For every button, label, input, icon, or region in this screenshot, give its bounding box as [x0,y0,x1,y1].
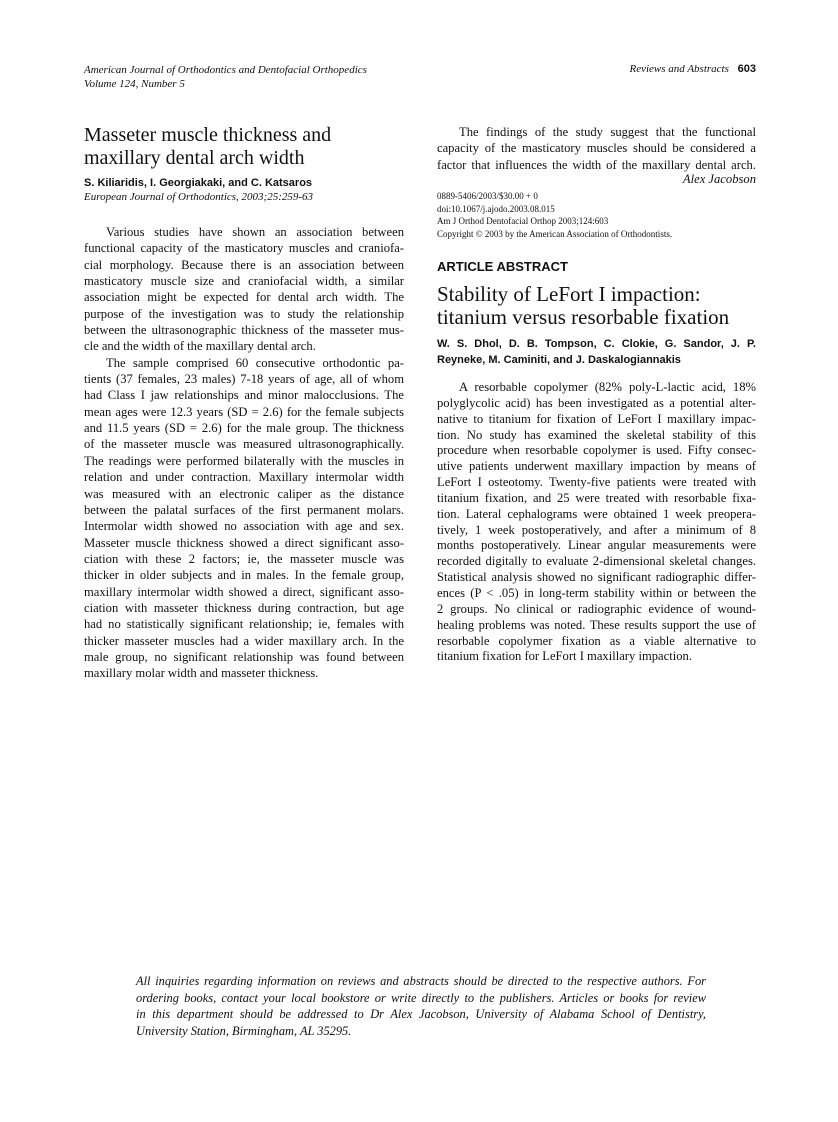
article1-title [84,124,406,170]
text-line: Various studies have shown an association between [106,225,404,239]
text-line: ences (P < .05) in long-term stability within or between the [437,585,756,600]
text-line: purpose of the investigation was to study the relationship [84,306,404,321]
text-line: had Class I jaw relationships and minor malocclusions. The [84,388,404,403]
text-line: of the masseter muscle was measured ultrasonographically. [84,437,404,452]
author-line: W. S. Dhol, D. B. Tompson, C. Clokie, G. Sandor, J. P. [437,338,756,350]
paragraph [84,355,404,682]
text-line: ordering books, contact your local bookstore or write directly to the publishers. Articles or books for review [136,990,706,1005]
text-line: tients (37 females, 23 males) 7-18 years of age, all of whom [84,372,404,387]
text-line: titanium fixation, and 25 were treated with resorbable fixa- [437,490,756,505]
text-line: Statistical analysis showed no significant radiographic differ- [437,570,756,585]
text-line: tion. Lateral cephalograms were obtained 1 week preopera- [437,506,756,521]
text-line: maxillary intermolar width showed a direct, significant asso- [84,584,404,599]
footer-note [136,973,706,1039]
issn-price: 0889-5406/2003/$30.00 + 0 [437,191,538,201]
citation: Am J Orthod Dentofacial Orthop 2003;124:603 [437,216,609,226]
text-line: male group, no significant relationship was found between [84,649,404,664]
text-line: healing problems was noted. These results support the use of [437,617,756,632]
text-line: tion. No study has examined the skeletal stability of this [437,427,756,442]
text-line: mean ages were 12.3 years (SD = 2.6) for the female subjects [84,404,404,419]
title-line: Masseter muscle thickness and [84,124,332,146]
text-line: recorded digitally to evaluate 2-dimensional skeletal changes. [437,554,756,569]
text-line: The sample comprised 60 consecutive orthodontic pa- [106,355,404,370]
text-line: polyglycolic acid) has been investigated as a potential alter- [437,395,756,410]
article1-source: European Journal of Orthodontics, 2003;25:259-63 [84,191,314,203]
section-name: Reviews and Abstracts [629,63,729,75]
text-line: association might be expected for dental arch width. The [84,290,404,305]
text-line: cle and the width of the maxillary dental arch. [84,339,316,354]
author-line: Reyneke, M. Caminiti, and J. Daskalogiannakis [437,354,681,366]
text-line: native to titanium for fixation of LeFort I maxillary impac- [437,411,756,426]
text-line: The readings were performed bilaterally with the muscles in [84,453,404,468]
text-line: had no statistically significant relationship; ie, females with [84,617,404,632]
article1-header [84,124,406,203]
doi: doi:10.1067/j.ajodo.2003.08.015 [437,203,555,214]
text-line: procedure when resorbable copolymer is used. Fifty consec- [437,443,756,458]
section-heading: ARTICLE ABSTRACT [437,259,568,274]
reviewer-name: Alex Jacobson [682,172,756,186]
text-line: A resorbable copolymer (82% poly-L-lactic acid, 18% [459,380,756,394]
text-line: cial morphology. Because there is an association between [84,257,404,272]
text-line: thicker masseter muscles had a wider maxillary arch. In the [84,633,404,648]
title-line: Stability of LeFort I impaction: [437,282,701,306]
article2-body [437,380,756,665]
text-line: masticatory muscle size and craniofacial width, a similar [84,274,404,289]
text-line: relation and under contraction. Maxillary intermolar width [84,470,404,485]
text-line: Masseter muscle thickness showed a direct significant asso- [84,535,404,550]
journal-name: American Journal of Orthodontics and Dentofacial Orthopedics [84,64,367,76]
text-line: Intermolar width showed no association with age and sex. [84,519,404,534]
running-header-left [84,63,367,91]
copyright: Copyright © 2003 by the American Association of Orthodontists. [437,228,673,239]
text-line: functional capacity of the masticatory muscles and craniofa- [84,241,404,256]
text-line: University Station, Birmingham, AL 35295. [136,1023,352,1038]
journal-volume: Volume 124, Number 5 [84,78,185,90]
text-line: months postoperatively. Linear angular measurements were [437,538,756,553]
text-line: factor that influences the width of the maxillary dental arch. [437,157,756,172]
text-line: titanium fixation for LeFort I maxillary impaction. [437,649,692,664]
text-line: ciation with masseter thickness during contraction, but age [84,600,404,615]
article1-authors: S. Kiliaridis, I. Georgiakaki, and C. Katsaros [84,177,313,189]
text-line: utive patients underwent maxillary impaction by means of [437,459,756,474]
text-line: The findings of the study suggest that the functional [459,125,756,139]
text-line: between the palatal surfaces of the first permanent molars. [84,502,404,517]
text-line: was measured with an electronic caliper as the distance [84,486,404,501]
text-line: between the ultrasonographic thickness of the masseter mus- [84,323,404,338]
text-line: 2 groups. No clinical or radiographic evidence of wound- [437,601,756,616]
article2-title [437,283,729,329]
text-line: and 11.5 years (SD = 2.6) for the male group. The thickness [84,421,404,436]
page-number: 603 [737,63,756,75]
text-line: maxillary molar width and masseter thickness. [84,666,319,681]
text-line: LeFort I osteotomy. Twenty-five patients were treated with [437,475,756,490]
running-header-right [629,63,756,75]
text-line: All inquiries regarding information on reviews and abstracts should be directed to the respective authors. For [136,974,706,988]
text-line: ciation with these 2 factors; ie, the masseter muscle was [84,551,404,566]
text-line: thicker in older subjects and in males. In the female group, [84,568,404,583]
article1-body [84,224,404,682]
text-line: resorbable copolymer fixation as a viable alternative to [437,633,756,648]
text-line: in this department should be addressed to Dr Alex Jacobson, University of Alabama School of Dentistry, [136,1007,706,1022]
text-line: tively, 1 week postoperatively, and after a minimum of 8 [437,522,756,537]
title-line: titanium versus resorbable fixation [437,305,730,329]
paragraph [84,224,404,355]
article-metadata [437,190,672,240]
title-line: maxillary dental arch width [84,147,305,169]
article1-conclusion [437,124,756,173]
text-line: capacity of the masticatory muscles should be considered a [437,141,756,156]
article2-authors [437,336,756,368]
